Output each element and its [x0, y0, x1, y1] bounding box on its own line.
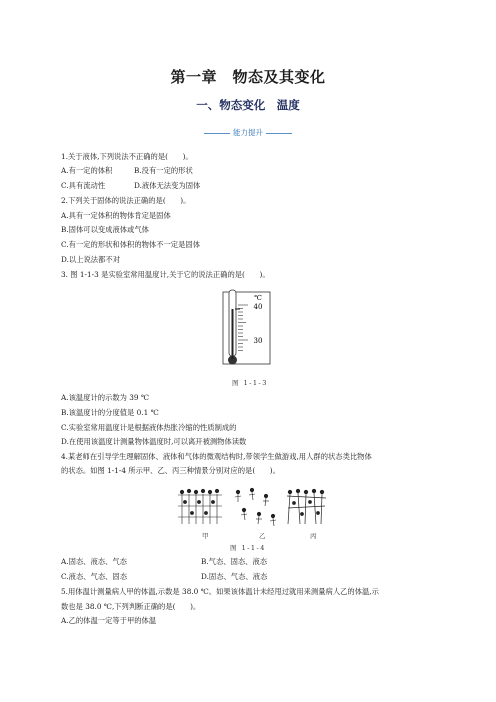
badge-rule-left [204, 133, 230, 134]
q4-stem-line-2: 的状态。如图 1-1-4 所示甲、乙、丙三种情景分别对应的是( )。 [61, 466, 280, 475]
q1-option-d: D.液体无法变为固体 [134, 181, 201, 190]
q4-option-d: D.固态、气态、液态 [201, 572, 268, 581]
tick-label-40: 40 [253, 303, 263, 311]
thermometer-figure [222, 289, 274, 369]
q3-option-b: B.该温度计的分度值是 0.1 ℃ [61, 408, 159, 417]
q4-option-b: B.气态、固态、液态 [201, 557, 268, 566]
q3-option-c: C.实验室常用温度计是根据液体热胀冷缩的性质制成的 [61, 423, 237, 432]
q5-stem-line-1: 5.用体温计测量病人甲的体温,示数是 38.0 ℃。如果该体温计未经甩过就用来测量病人乙的体温,示 [61, 587, 379, 596]
scene-label-bing: 丙 [310, 532, 317, 540]
scene-bing-crowd [287, 489, 326, 524]
q3-option-d: D.在使用该温度计测量物体温度时,可以离开被测物体读数 [61, 437, 247, 446]
chapter-title: 第一章 物态及其变化 [170, 68, 326, 86]
section-title: 一、物态变化 温度 [196, 98, 300, 112]
q3-figure-caption: 图 1-1-3 [232, 379, 268, 387]
scene-label-yi: 乙 [259, 532, 266, 540]
q2-option-a: A.具有一定体积的物体肯定是固体 [61, 211, 171, 220]
q2-option-c: C.有一定的形状和体积的物体不一定是固体 [61, 240, 200, 249]
scene-yi-crowd [235, 488, 276, 526]
q3-stem: 3. 图 1-1-3 是实验室常用温度计,关于它的说法正确的是( )。 [61, 270, 270, 279]
q5-stem-line-2: 数也是 38.0 ℃,下列判断正确的是( )。 [61, 602, 201, 611]
q4-figure-caption: 图 1-1-4 [230, 544, 266, 552]
q4-option-c: C.液态、气态、固态 [61, 572, 128, 581]
mercury-column [232, 309, 234, 359]
q3-option-a: A.该温度计的示数为 39 ℃ [61, 393, 150, 402]
q2-option-b: B.固体可以变成液体或气体 [61, 225, 149, 234]
scene-label-jia: 甲 [202, 532, 209, 540]
badge-label: 能力提升 [233, 128, 263, 137]
q4-stem-line-1: 4.某老师在引导学生理解固体、液体和气体的微观结构时,带领学生做游戏,用人群的状态类比物体 [61, 452, 372, 461]
scene-jia-crowd [178, 489, 222, 524]
q1-option-a: A.有一定的体积 [61, 166, 113, 175]
q1-option-b: B.没有一定的形状 [134, 166, 193, 175]
q2-option-d: D.以上说法都不对 [61, 255, 120, 264]
q4-option-a: A.固态、液态、气态 [61, 557, 127, 566]
crowd-scenes-figure [178, 486, 328, 530]
badge-rule-right [266, 133, 292, 134]
thermometer-unit: ℃ [254, 294, 262, 302]
ability-badge [0, 127, 496, 138]
q1-stem: 1.关于液体,下列说法不正确的是( )。 [61, 152, 193, 161]
q1-option-c: C.具有流动性 [61, 181, 106, 190]
tick-label-30: 30 [253, 337, 263, 345]
q2-stem: 2.下列关于固体的说法正确的是( )。 [61, 196, 191, 205]
q5-option-a: A.乙的体温一定等于甲的体温 [61, 616, 157, 625]
